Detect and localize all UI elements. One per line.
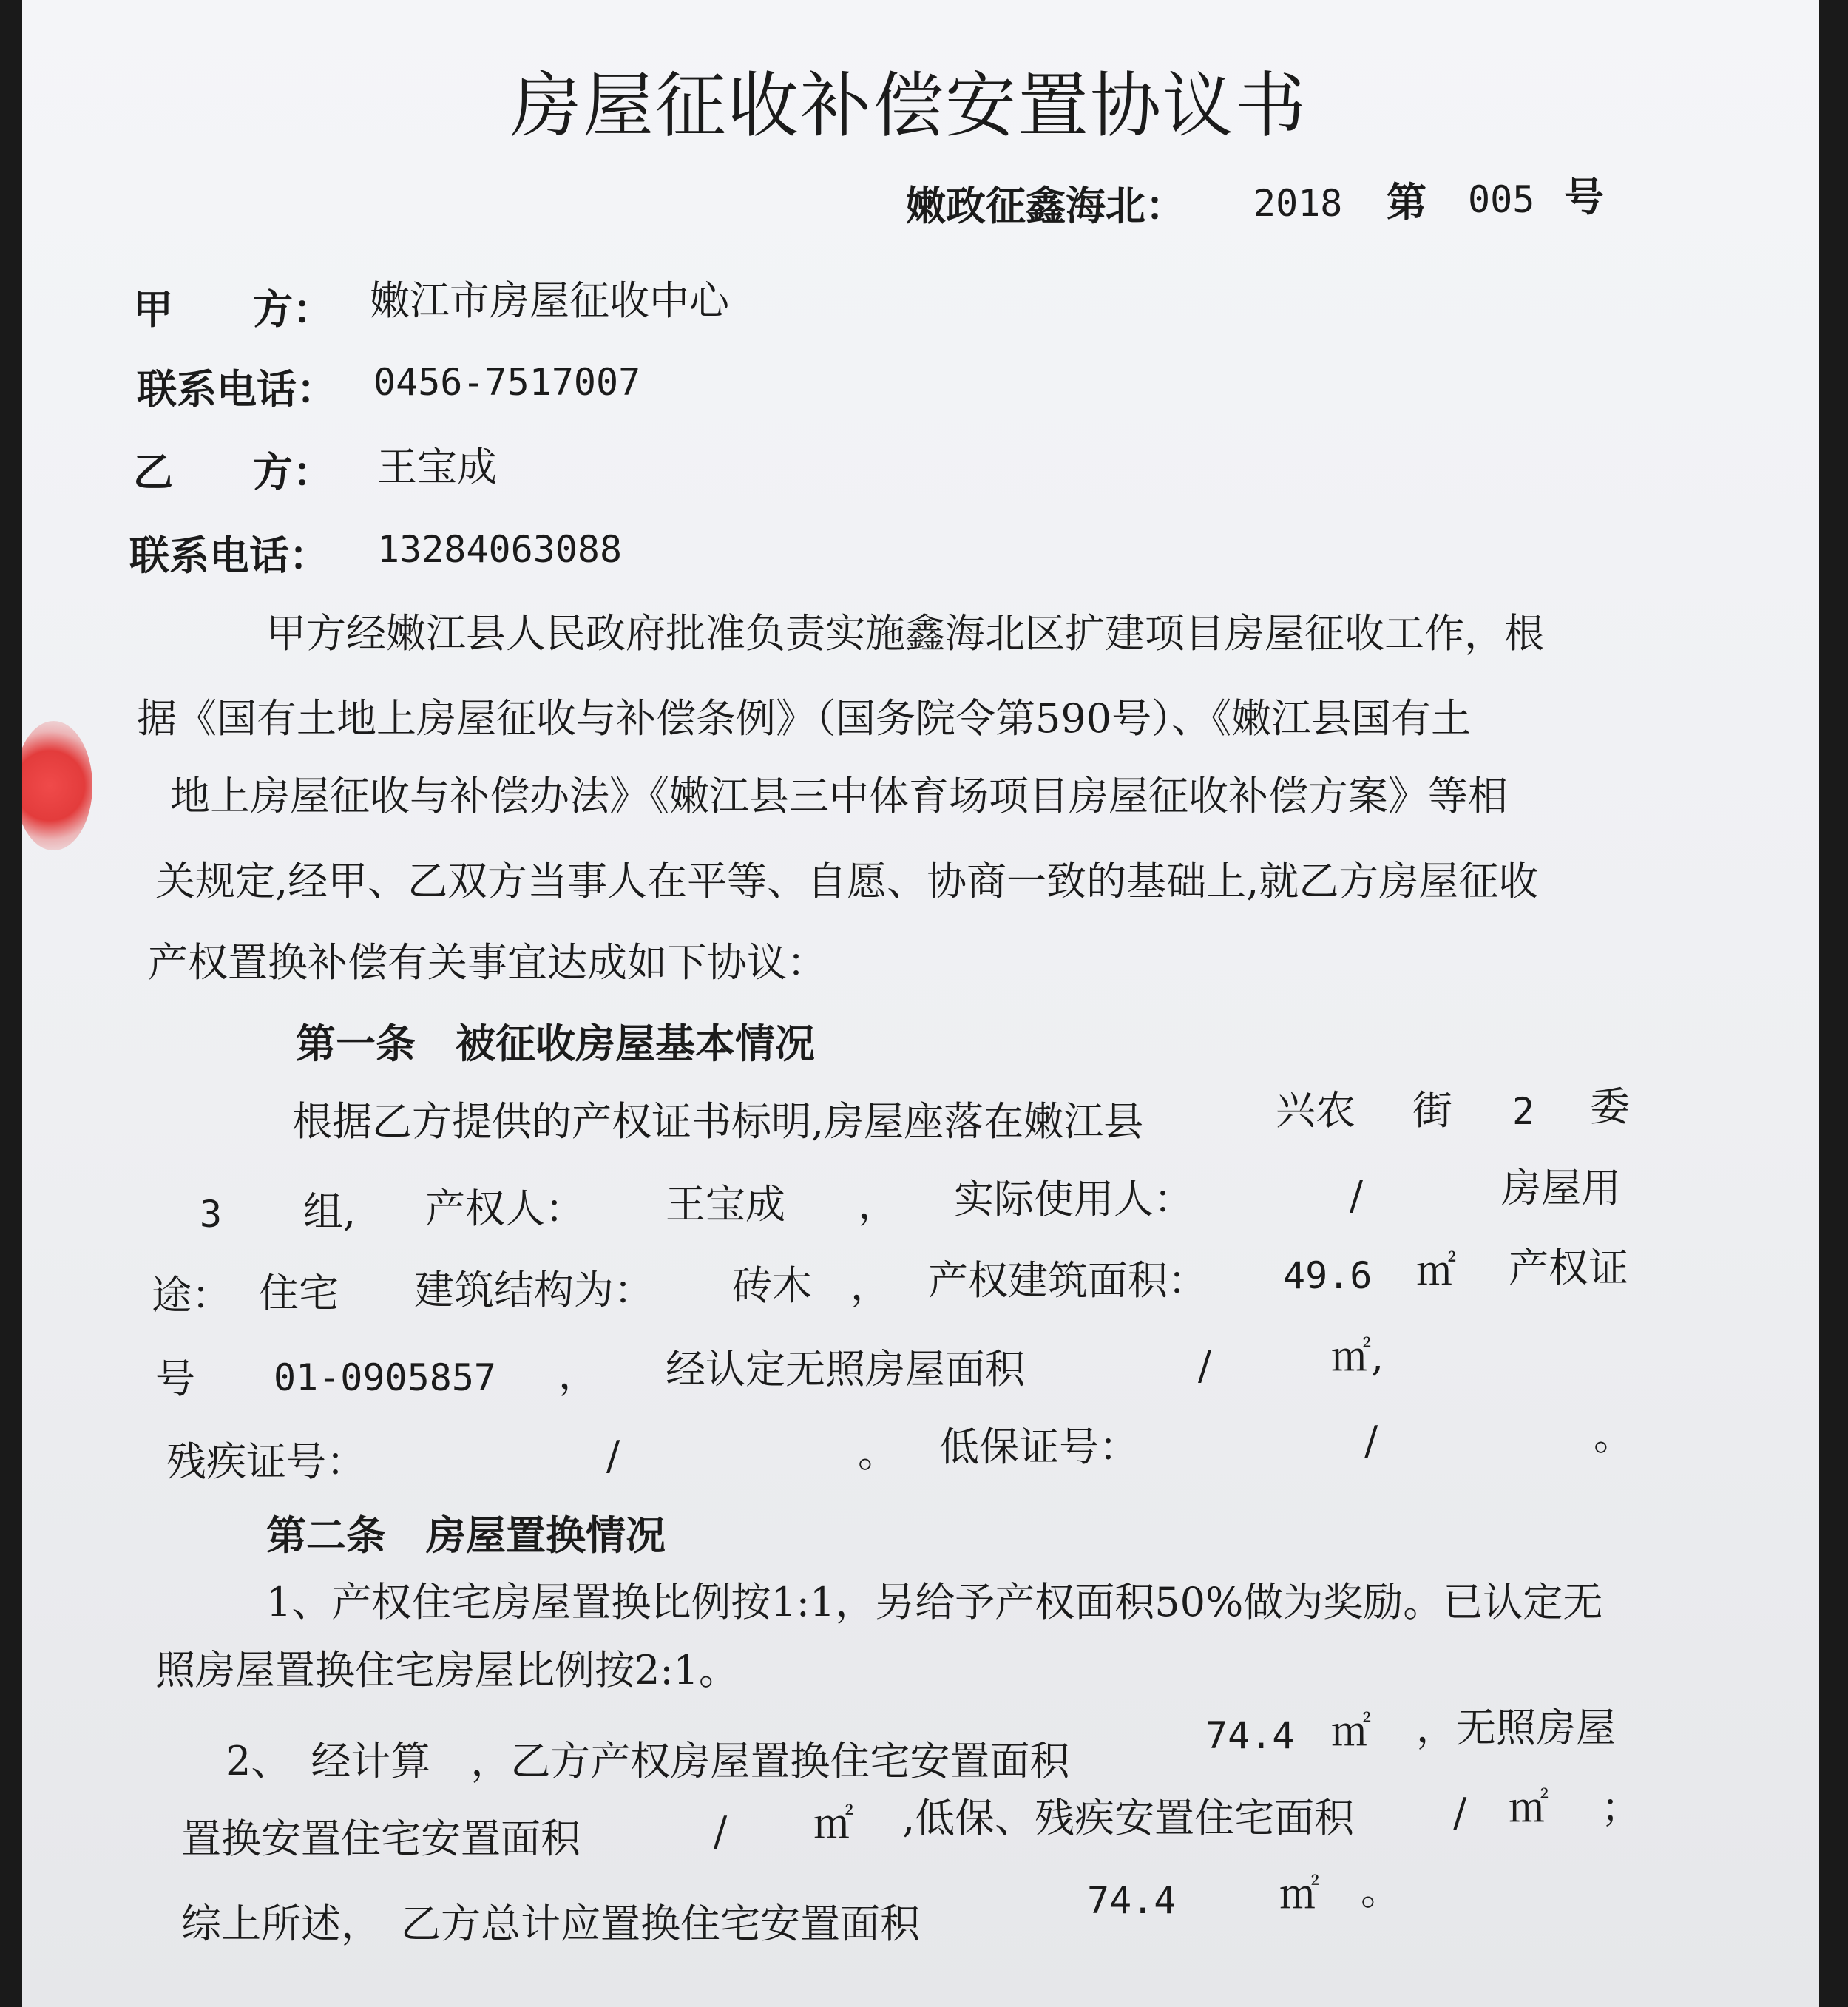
- usage-label-b: 途：: [152, 1272, 231, 1319]
- ref-number: 005: [1468, 178, 1535, 221]
- committee-value: 2: [1512, 1090, 1535, 1133]
- street-suffix: 街: [1412, 1087, 1452, 1134]
- intro-line-4: 关规定,经甲、乙双方当事人在平等、自愿、协商一致的基础上,就乙方房屋征收: [155, 858, 1539, 904]
- article-2-p2-lead: 2、 经计算 ，乙方产权房屋置换住宅安置面积: [226, 1738, 1070, 1784]
- group-value: 3: [200, 1193, 223, 1236]
- party-a-phone-label: 联系电话：: [137, 366, 336, 413]
- unlicensed-area-label: 经认定无照房屋面积: [666, 1346, 1025, 1392]
- article-2-total-unit: ㎡: [1279, 1871, 1319, 1918]
- article-2-p1-line1: 1、产权住宅房屋置换比例按1:1，另给予产权面积50%做为奖励。已认定无: [266, 1579, 1603, 1625]
- cert-number: 01-0905857: [274, 1356, 497, 1399]
- area-label: 产权建筑面积：: [928, 1257, 1208, 1304]
- article-2-unlicensed-area: /: [714, 1808, 728, 1855]
- article-2-heading: 第二条 房屋置换情况: [266, 1512, 666, 1559]
- group-suffix: 组,: [303, 1188, 356, 1235]
- intro-line-2: 据《国有土地上房屋征收与补偿条例》（国务院令第590号）、《嫩江县国有土: [137, 695, 1472, 742]
- party-b-phone-label: 联系电话：: [129, 532, 329, 579]
- location-text: 根据乙方提供的产权证书标明,房屋座落在嫩江县: [292, 1098, 1144, 1145]
- party-b-label: 乙 方：: [133, 449, 333, 495]
- article-1-heading: 第一条 被征收房屋基本情况: [296, 1021, 815, 1067]
- article-2-p2-tail: ，无照房屋: [1416, 1705, 1616, 1751]
- intro-line-5: 产权置换补偿有关事宜达成如下协议：: [148, 939, 827, 986]
- agreement-page: [22, 0, 1819, 2007]
- intro-line-1: 甲方经嫩江县人民政府批准负责实施鑫海北区扩建项目房屋征收工作，根: [266, 610, 1544, 657]
- party-a-name: 嫩江市房屋征收中心: [370, 277, 729, 324]
- cert-label-b: 号: [155, 1356, 195, 1402]
- owner-label: 产权人：: [425, 1185, 585, 1232]
- party-a-label: 甲 方：: [133, 286, 333, 333]
- article-2-unit-3: ㎡: [1509, 1784, 1549, 1831]
- party-b-phone: 13284063088: [377, 528, 623, 571]
- structure-value: 砖木: [732, 1262, 812, 1309]
- article-2-p2-unit: ㎡: [1331, 1708, 1371, 1755]
- article-2-total-area: 74.4: [1087, 1879, 1177, 1922]
- article-2-p2-line2: 置换安置住宅安置面积: [181, 1815, 581, 1862]
- disability-cert-value: /: [606, 1432, 620, 1479]
- street-value: 兴农: [1276, 1087, 1355, 1134]
- article-2-unit-2: ㎡: [813, 1801, 853, 1847]
- committee-suffix: 委: [1590, 1083, 1630, 1130]
- ref-di: 第: [1387, 179, 1426, 226]
- party-b-name: 王宝成: [377, 444, 497, 490]
- area-unit: ㎡: [1416, 1248, 1456, 1294]
- unlicensed-area-unit: ㎡,: [1331, 1333, 1384, 1380]
- red-fingerprint-stamp: [22, 721, 92, 850]
- ref-prefix: 嫩政征鑫海北：: [906, 183, 1185, 229]
- low-income-cert-label: 低保证号：: [939, 1424, 1139, 1470]
- article-2-lowinc-area: /: [1453, 1790, 1467, 1836]
- actual-user-value: /: [1350, 1172, 1364, 1219]
- low-income-period: 。: [1594, 1412, 1634, 1459]
- article-2-p2-area: 74.4: [1205, 1714, 1295, 1757]
- article-2-period: 。: [1361, 1867, 1401, 1914]
- cert-comma: ，: [558, 1351, 598, 1398]
- party-a-phone: 0456-7517007: [373, 361, 641, 404]
- ref-hao: 号: [1564, 174, 1604, 220]
- article-2-semicolon: ；: [1601, 1784, 1641, 1831]
- area-value: 49.6: [1283, 1254, 1373, 1297]
- owner-value: 王宝成: [666, 1181, 785, 1228]
- article-2-summary: 综上所述， 乙方总计应置换住宅安置面积: [181, 1901, 920, 1947]
- article-2-p1-line2: 照房屋置换住宅房屋比例按2:1。: [155, 1647, 739, 1693]
- owner-comma: ，: [858, 1181, 898, 1228]
- cert-label-a: 产权证: [1509, 1245, 1628, 1291]
- disability-period: 。: [858, 1429, 898, 1476]
- article-2-lowinc-label: ,低保、残疾安置住宅面积: [902, 1795, 1355, 1841]
- usage-value: 住宅: [259, 1270, 339, 1316]
- intro-line-3: 地上房屋征收与补偿办法》《嫩江县三中体育场项目房屋征收补偿方案》等相: [170, 773, 1508, 819]
- structure-label: 建筑结构为：: [414, 1267, 654, 1313]
- actual-user-label: 实际使用人：: [954, 1176, 1194, 1222]
- disability-cert-label: 残疾证号：: [166, 1438, 366, 1485]
- document-title: 房屋征收补偿安置协议书: [510, 64, 1307, 147]
- usage-label-a: 房屋用: [1501, 1165, 1621, 1211]
- structure-comma: ，: [850, 1262, 890, 1309]
- ref-year: 2018: [1253, 182, 1343, 225]
- unlicensed-area-value: /: [1198, 1342, 1212, 1389]
- low-income-cert-value: /: [1364, 1418, 1378, 1464]
